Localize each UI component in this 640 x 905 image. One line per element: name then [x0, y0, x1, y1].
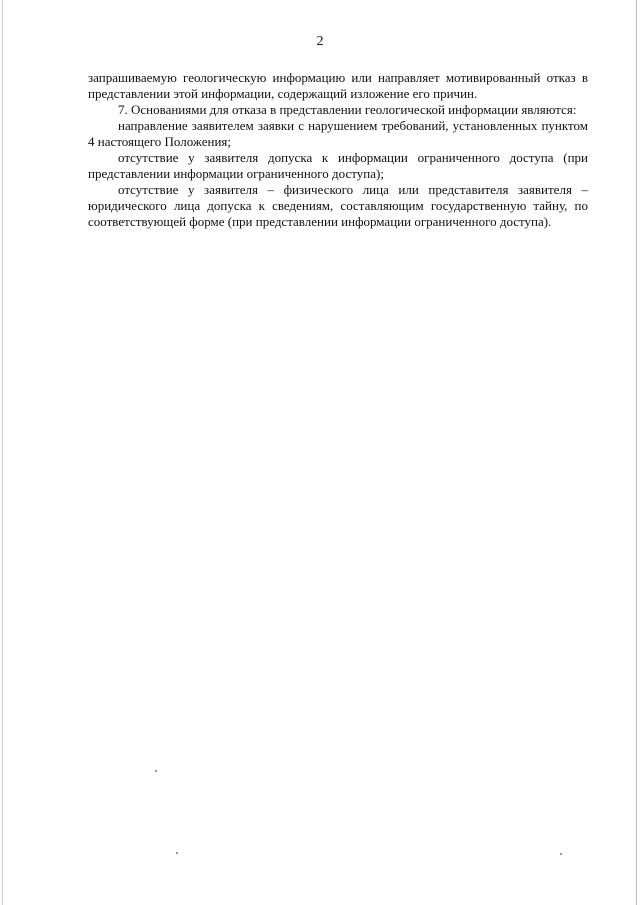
page-right-edge	[636, 0, 637, 905]
paragraph-ground-1: направление заявителем заявки с нарушением требований, установленных пунктом 4 настоящего Положения;	[88, 118, 588, 149]
scan-speck	[176, 852, 178, 854]
paragraph-item-7: 7. Основаниями для отказа в представлении геологической информации являются:	[118, 102, 577, 117]
page-number: 2	[316, 34, 324, 49]
page-left-edge	[2, 0, 3, 905]
scan-speck	[560, 853, 562, 855]
document-body	[88, 70, 588, 230]
paragraph-ground-2: отсутствие у заявителя допуска к информации ограниченного доступа (при представлении информации ограниченного доступа);	[88, 150, 588, 181]
paragraph-continuation: запрашиваемую геологическую информацию или направляет мотивированный отказ в представлении этой информации, содержащий изложение его причин.	[88, 70, 588, 101]
paragraph-ground-3: отсутствие у заявителя – физического лица или представителя заявителя – юридического лица допуска к сведениям, составляющим государственную тайну, по соответствующей форме (при представлении информации ограниченного доступа).	[88, 182, 588, 229]
scan-speck	[155, 770, 157, 772]
